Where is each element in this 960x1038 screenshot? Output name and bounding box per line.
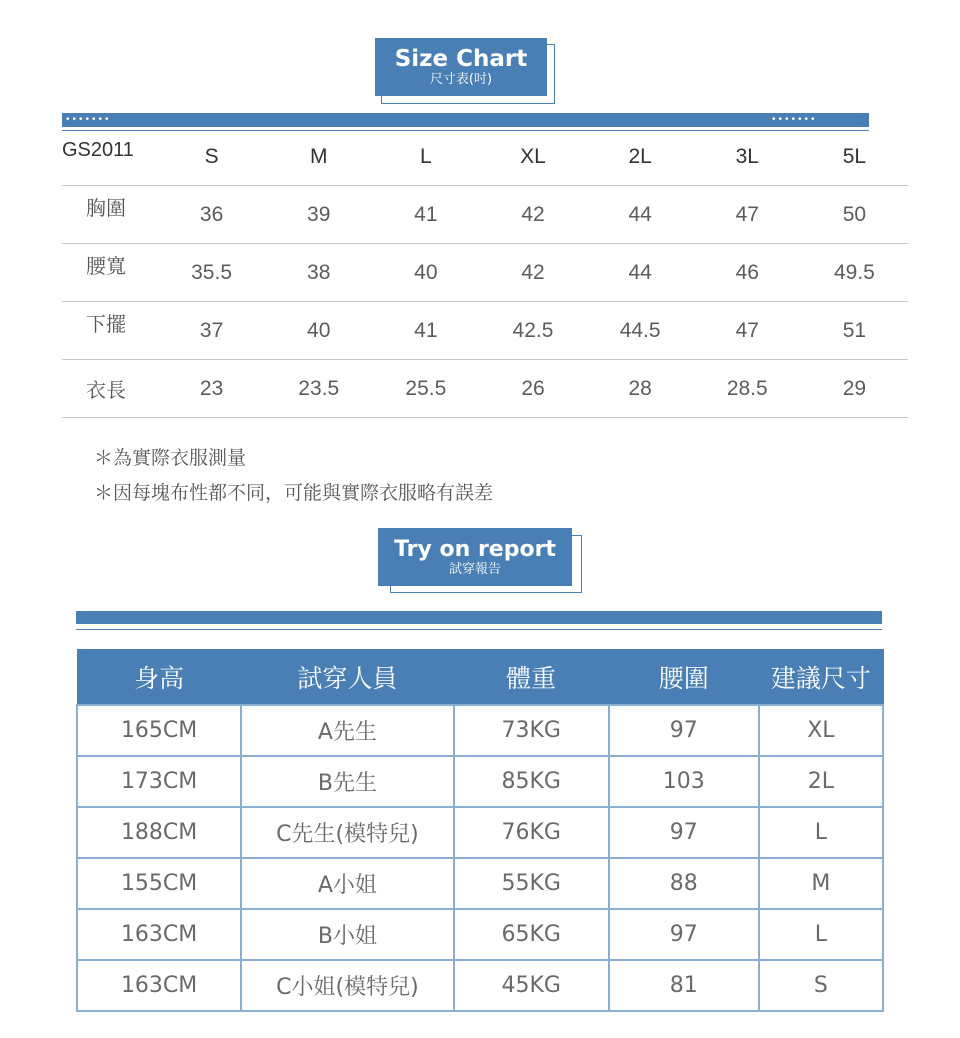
size-header: 3L	[735, 144, 759, 168]
height-cell: 165CM	[77, 705, 241, 756]
band-dots-left: •••••••	[66, 114, 112, 125]
measure-value: 50	[801, 186, 908, 244]
col-waist-header: 腰圍	[609, 650, 759, 706]
measure-row	[62, 360, 908, 418]
measure-value: 37	[158, 302, 265, 360]
col-height-header: 身高	[77, 650, 241, 706]
weight-cell: 85KG	[454, 756, 609, 807]
size-header: L	[420, 144, 432, 168]
size-cell: S	[759, 960, 883, 1011]
measure-value: 44.5	[587, 302, 694, 360]
measure-value: 46	[694, 244, 801, 302]
size-header: M	[309, 144, 328, 168]
weight-cell: 55KG	[454, 858, 609, 909]
size-header: 2L	[628, 144, 652, 168]
size-cell: 2L	[759, 756, 883, 807]
table-row	[77, 705, 883, 756]
measure-value: 39	[265, 186, 372, 244]
measure-value: 42	[479, 244, 586, 302]
waist-cell: 97	[609, 705, 759, 756]
height-cell: 173CM	[77, 756, 241, 807]
try-on-badge	[378, 528, 572, 586]
size-header: S	[204, 144, 219, 168]
measure-value: 29	[801, 360, 908, 418]
measure-value: 38	[265, 244, 372, 302]
measure-label: 衣長	[62, 360, 158, 418]
measure-value: 28.5	[694, 360, 801, 418]
note-measurement: ＊為實際衣服測量	[94, 447, 247, 469]
measure-label: 腰寬	[62, 244, 158, 302]
waist-cell: 81	[609, 960, 759, 1011]
tester-cell: B先生	[241, 756, 453, 807]
measure-value: 41	[372, 302, 479, 360]
try-on-band	[76, 611, 882, 624]
size-cell: L	[759, 909, 883, 960]
measure-value: 42	[479, 186, 586, 244]
measure-value: 41	[372, 186, 479, 244]
size-chart-badge	[375, 38, 547, 96]
tester-cell: A小姐	[241, 858, 453, 909]
measure-value: 44	[587, 186, 694, 244]
height-cell: 163CM	[77, 909, 241, 960]
measure-row	[62, 244, 908, 302]
measure-row	[62, 186, 908, 244]
try-on-table	[76, 649, 884, 1012]
try-on-band-underline	[76, 629, 882, 630]
table-row	[77, 807, 883, 858]
weight-cell: 73KG	[454, 705, 609, 756]
size-cell: M	[759, 858, 883, 909]
try-on-title: Try on report	[394, 537, 556, 562]
measure-value: 36	[158, 186, 265, 244]
size-cell: L	[759, 807, 883, 858]
size-header: 5L	[842, 144, 867, 168]
height-cell: 155CM	[77, 858, 241, 909]
try-on-header-row	[77, 650, 883, 706]
measure-value: 40	[372, 244, 479, 302]
height-cell: 188CM	[77, 807, 241, 858]
measure-value: 51	[801, 302, 908, 360]
col-weight-header: 體重	[454, 650, 609, 706]
measure-value: 49.5	[801, 244, 908, 302]
product-code: GS2011	[62, 139, 134, 161]
tester-cell: C先生(模特兒)	[241, 807, 453, 858]
tester-cell: A先生	[241, 705, 453, 756]
col-size-header: 建議尺寸	[759, 650, 883, 706]
weight-cell: 45KG	[454, 960, 609, 1011]
size-chart-table	[62, 128, 908, 418]
weight-cell: 76KG	[454, 807, 609, 858]
weight-cell: 65KG	[454, 909, 609, 960]
waist-cell: 88	[609, 858, 759, 909]
measure-value: 40	[265, 302, 372, 360]
band-dots-right: •••••••	[772, 114, 818, 125]
table-row	[77, 756, 883, 807]
size-header: XL	[520, 144, 546, 168]
measure-value: 28	[587, 360, 694, 418]
waist-cell: 97	[609, 909, 759, 960]
measure-value: 47	[694, 302, 801, 360]
measure-value: 23.5	[265, 360, 372, 418]
height-cell: 163CM	[77, 960, 241, 1011]
table-row	[77, 909, 883, 960]
table-row	[77, 960, 883, 1011]
measure-value: 23	[158, 360, 265, 418]
measure-value: 42.5	[479, 302, 586, 360]
size-header-row	[62, 128, 908, 186]
waist-cell: 97	[609, 807, 759, 858]
col-tester-header: 試穿人員	[241, 650, 453, 706]
waist-cell: 103	[609, 756, 759, 807]
measure-value: 25.5	[372, 360, 479, 418]
tester-cell: B小姐	[241, 909, 453, 960]
measure-value: 47	[694, 186, 801, 244]
measure-value: 44	[587, 244, 694, 302]
size-chart-subtitle: 尺寸表(吋)	[429, 72, 493, 87]
measure-label: 下擺	[62, 302, 158, 360]
measure-row	[62, 302, 908, 360]
try-on-subtitle: 試穿報告	[448, 562, 501, 577]
note-variance: ＊因每塊布性都不同，可能與實際衣服略有誤差	[94, 482, 494, 504]
size-chart-band	[62, 113, 869, 127]
tester-cell: C小姐(模特兒)	[241, 960, 453, 1011]
table-row	[77, 858, 883, 909]
measure-value: 26	[479, 360, 586, 418]
size-chart-title: Size Chart	[394, 46, 528, 72]
size-cell: XL	[759, 705, 883, 756]
measure-label: 胸圍	[62, 186, 158, 244]
measure-value: 35.5	[158, 244, 265, 302]
